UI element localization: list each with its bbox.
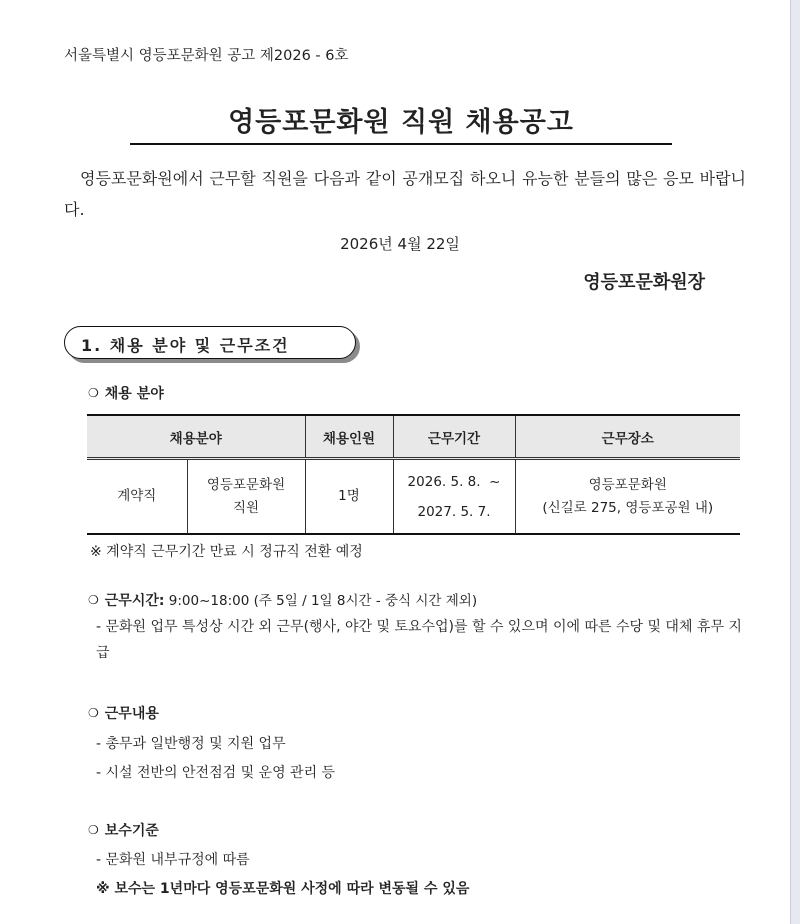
cell-count: 1명 [305,459,393,535]
subheading-salary [88,820,159,840]
cell-place-line1: 영등포문화원 [588,476,667,493]
circle-bullet-icon: ❍ [88,706,99,720]
cell-position [187,459,305,535]
list-item: - 시설 전반의 안전점검 및 운영 관리 등 [96,765,336,781]
subheading-field [88,383,164,403]
intro-paragraph: 영등포문화원에서 근무할 직원을 다음과 같이 공개모집 하오니 유능한 분들의 많은 응모 바랍니다. [64,169,746,219]
salary-item: - 문화원 내부규정에 따름 [96,852,250,868]
notice-number: 서울특별시 영등포문화원 공고 제2026 - 6호 [64,48,349,64]
page-title: 영등포문화원 직원 채용공고 [228,107,574,138]
notice-date: 2026년 4월 22일 [340,235,460,253]
cell-period-end: 2027. 5. 7. [417,503,491,520]
section-heading-text: 1. 채용 분야 및 근무조건 [81,336,290,355]
subheading-hours-label: 근무시간: [104,593,165,609]
header-count: 채용인원 [305,415,393,459]
cell-period [393,459,515,535]
cell-period-start: 2026. 5. 8. ~ [407,473,501,490]
recruitment-table [87,414,740,535]
circle-bullet-icon: ❍ [88,593,99,607]
header-period: 근무기간 [393,415,515,459]
header-place: 근무장소 [515,415,740,459]
circle-bullet-icon: ❍ [88,823,99,837]
cell-place [515,459,740,535]
title-underline [130,143,672,145]
subheading-duties [88,703,159,723]
table-header-row [87,415,740,459]
subheading-field-label: 채용 분야 [104,386,164,402]
cell-position-line2: 직원 [232,499,260,516]
header-field: 채용분야 [87,415,305,459]
conversion-note: ※ 계약직 근무기간 만료 시 정규직 전환 예정 [90,544,363,560]
circle-bullet-icon: ❍ [88,386,99,400]
salary-note: ※ 보수는 1년마다 영등포문화원 사정에 따라 변동될 수 있음 [96,881,470,897]
signer: 영등포문화원장 [583,272,705,293]
section-heading-1 [64,326,356,359]
subheading-hours [88,589,477,610]
list-item: - 총무과 일반행정 및 지원 업무 [96,736,286,752]
cell-place-line2: (신길로 275, 영등포공원 내) [542,499,714,516]
cell-position-line1: 영등포문화원 [206,476,286,493]
subheading-salary-label: 보수기준 [104,823,159,839]
hours-value: 9:00~18:00 (주 5일 / 1일 8시간 - 중식 시간 제외) [164,593,478,609]
hours-detail: - 문화원 업무 특성상 시간 외 근무(행사, 야간 및 토요수업)를 할 수 있으며 이에 따른 수당 및 대체 휴무 지급 [96,619,742,661]
cell-type: 계약직 [87,459,187,535]
table-row [87,459,740,535]
subheading-duties-label: 근무내용 [104,706,159,722]
